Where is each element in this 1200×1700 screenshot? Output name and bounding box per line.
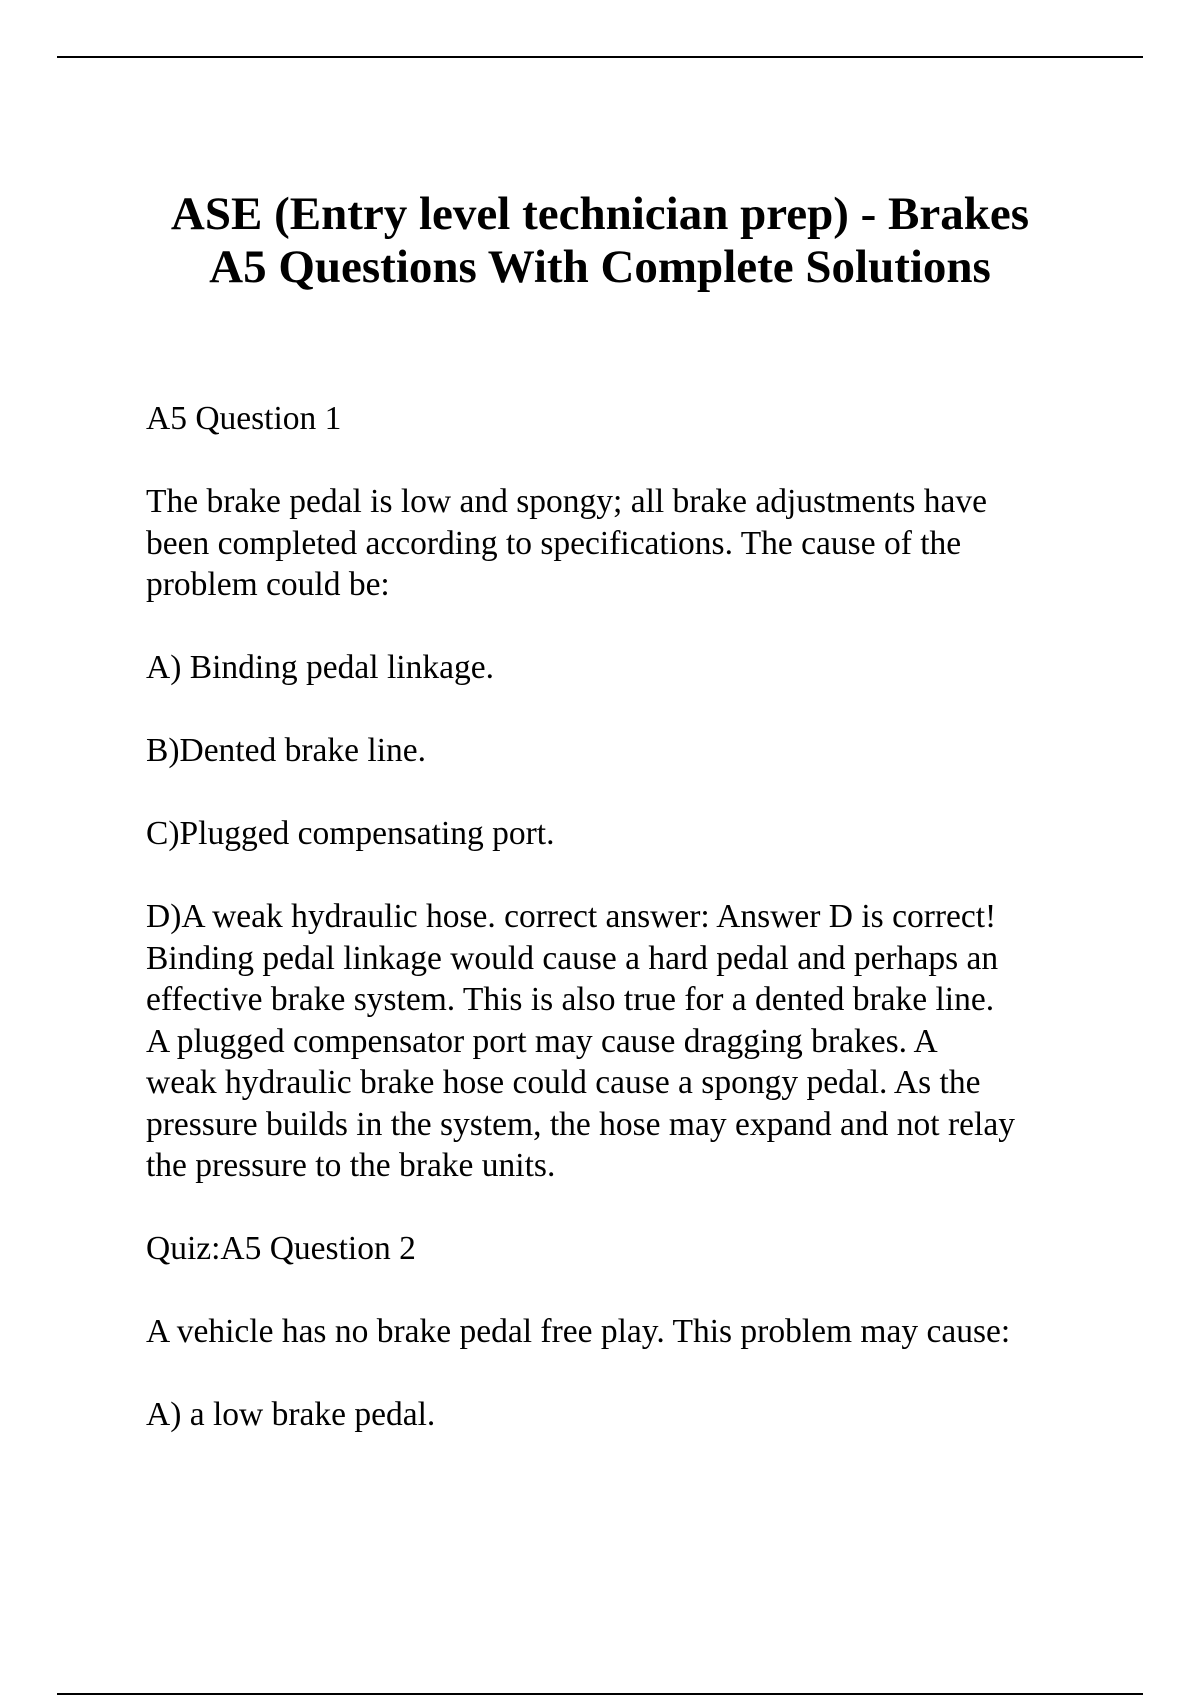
question-1-stem-line: The brake pedal is low and spongy; all brake adjustments have — [146, 483, 987, 520]
title-line-2: A5 Questions With Complete Solutions — [209, 241, 991, 293]
answer-line: Binding pedal linkage would cause a hard pedal and perhaps an — [146, 939, 999, 977]
answer-line: the pressure to the brake units. — [146, 1147, 556, 1184]
question-1-option-d-answer — [146, 896, 1106, 1187]
question-1-stem-line: been completed according to specifications. The cause of the — [146, 524, 962, 562]
answer-line: D)A weak hydraulic hose. correct answer: Answer D is correct! — [146, 898, 997, 935]
document-title — [57, 188, 1143, 294]
answer-line: pressure builds in the system, the hose may expand and not relay — [146, 1105, 1015, 1143]
question-1-option-c: C)Plugged compensating port. — [146, 815, 555, 852]
document-body — [146, 398, 1106, 1477]
question-1-option-a: A) Binding pedal linkage. — [146, 649, 494, 686]
answer-line: A plugged compensator port may cause dragging brakes. A — [146, 1022, 938, 1060]
answer-line: weak hydraulic brake hose could cause a spongy pedal. As the — [146, 1064, 981, 1101]
question-2-option-a: A) a low brake pedal. — [146, 1396, 436, 1433]
answer-line: effective brake system. This is also true for a dented brake line. — [146, 981, 995, 1018]
question-2-heading: Quiz:A5 Question 2 — [146, 1230, 416, 1267]
bottom-rule — [57, 1693, 1143, 1695]
title-line-1: ASE (Entry level technician prep) - Brakes — [170, 188, 1030, 240]
question-1-stem-line: problem could be: — [146, 566, 390, 603]
top-rule — [57, 56, 1143, 58]
question-2-stem: A vehicle has no brake pedal free play. This problem may cause: — [146, 1313, 1011, 1350]
question-1-stem — [146, 481, 1106, 606]
question-1-heading: A5 Question 1 — [146, 400, 342, 437]
question-1-option-b: B)Dented brake line. — [146, 732, 426, 769]
